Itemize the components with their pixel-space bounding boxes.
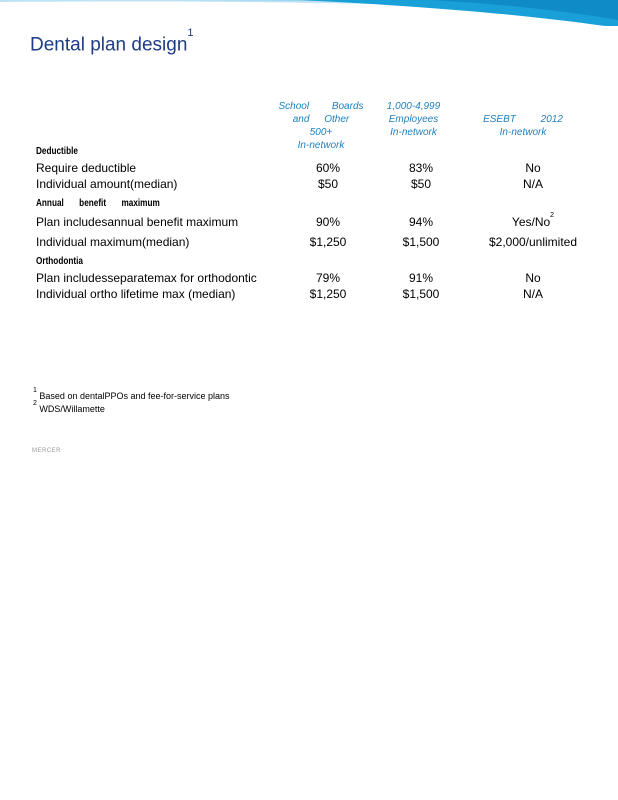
cell-school-boards: $50 [317,177,339,191]
section-orthodontia: Orthodontia [36,256,83,267]
column-header-esebt: ESEBT 2012 In-network [483,114,563,138]
section-annual-benefit-maximum: Annual benefit maximum [36,198,160,209]
footnote: $^2$ WDS/Willamette [33,400,105,414]
header-wave-band [0,0,618,26]
cell-school-boards: $1,250 [309,235,347,249]
cell-esebt: Yes/No$^2$ [511,212,555,229]
footnote: $^1$ Based on dentalPPOs and fee-for-service plans [33,387,230,401]
cell-employees: $1,500 [402,287,440,301]
cell-school-boards: 60% [315,161,341,175]
cell-employees: 91% [408,271,434,285]
title-footnote-marker: 1 [187,27,194,39]
cell-school-boards: 79% [315,271,341,285]
cell-employees: 94% [408,215,434,229]
cell-employees: $1,500 [402,235,440,249]
row-label: Plan includesseparatemax for orthodontic [36,271,257,285]
cell-esebt: N/A [522,177,543,191]
cell-esebt: $2,000/unlimited [488,235,578,249]
brand-mark: MERCER [32,448,62,454]
column-header-school-boards: School Boards and Other 500+ In-network [278,101,364,151]
cell-school-boards: $1,250 [309,287,347,301]
row-label: Plan includesannual benefit maximum [36,215,239,229]
row-label: Individual maximum(median) [36,235,190,249]
cell-school-boards: 90% [315,215,341,229]
cell-esebt: N/A [522,287,543,301]
cell-employees: 83% [408,161,434,175]
cell-esebt: No [525,271,541,285]
column-header-employees: 1,000-4,999 Employees In-network [386,101,441,138]
row-label: Individual amount(median) [36,177,178,191]
row-label: Individual ortho lifetime max (median) [36,287,236,301]
page-title: Dental plan design$^1$ [30,27,194,56]
footnote-marker: 2 [550,212,555,219]
section-deductible: Deductible [36,146,78,157]
row-label: Require deductible [36,161,137,175]
cell-esebt: No [525,161,541,175]
cell-employees: $50 [410,177,432,191]
